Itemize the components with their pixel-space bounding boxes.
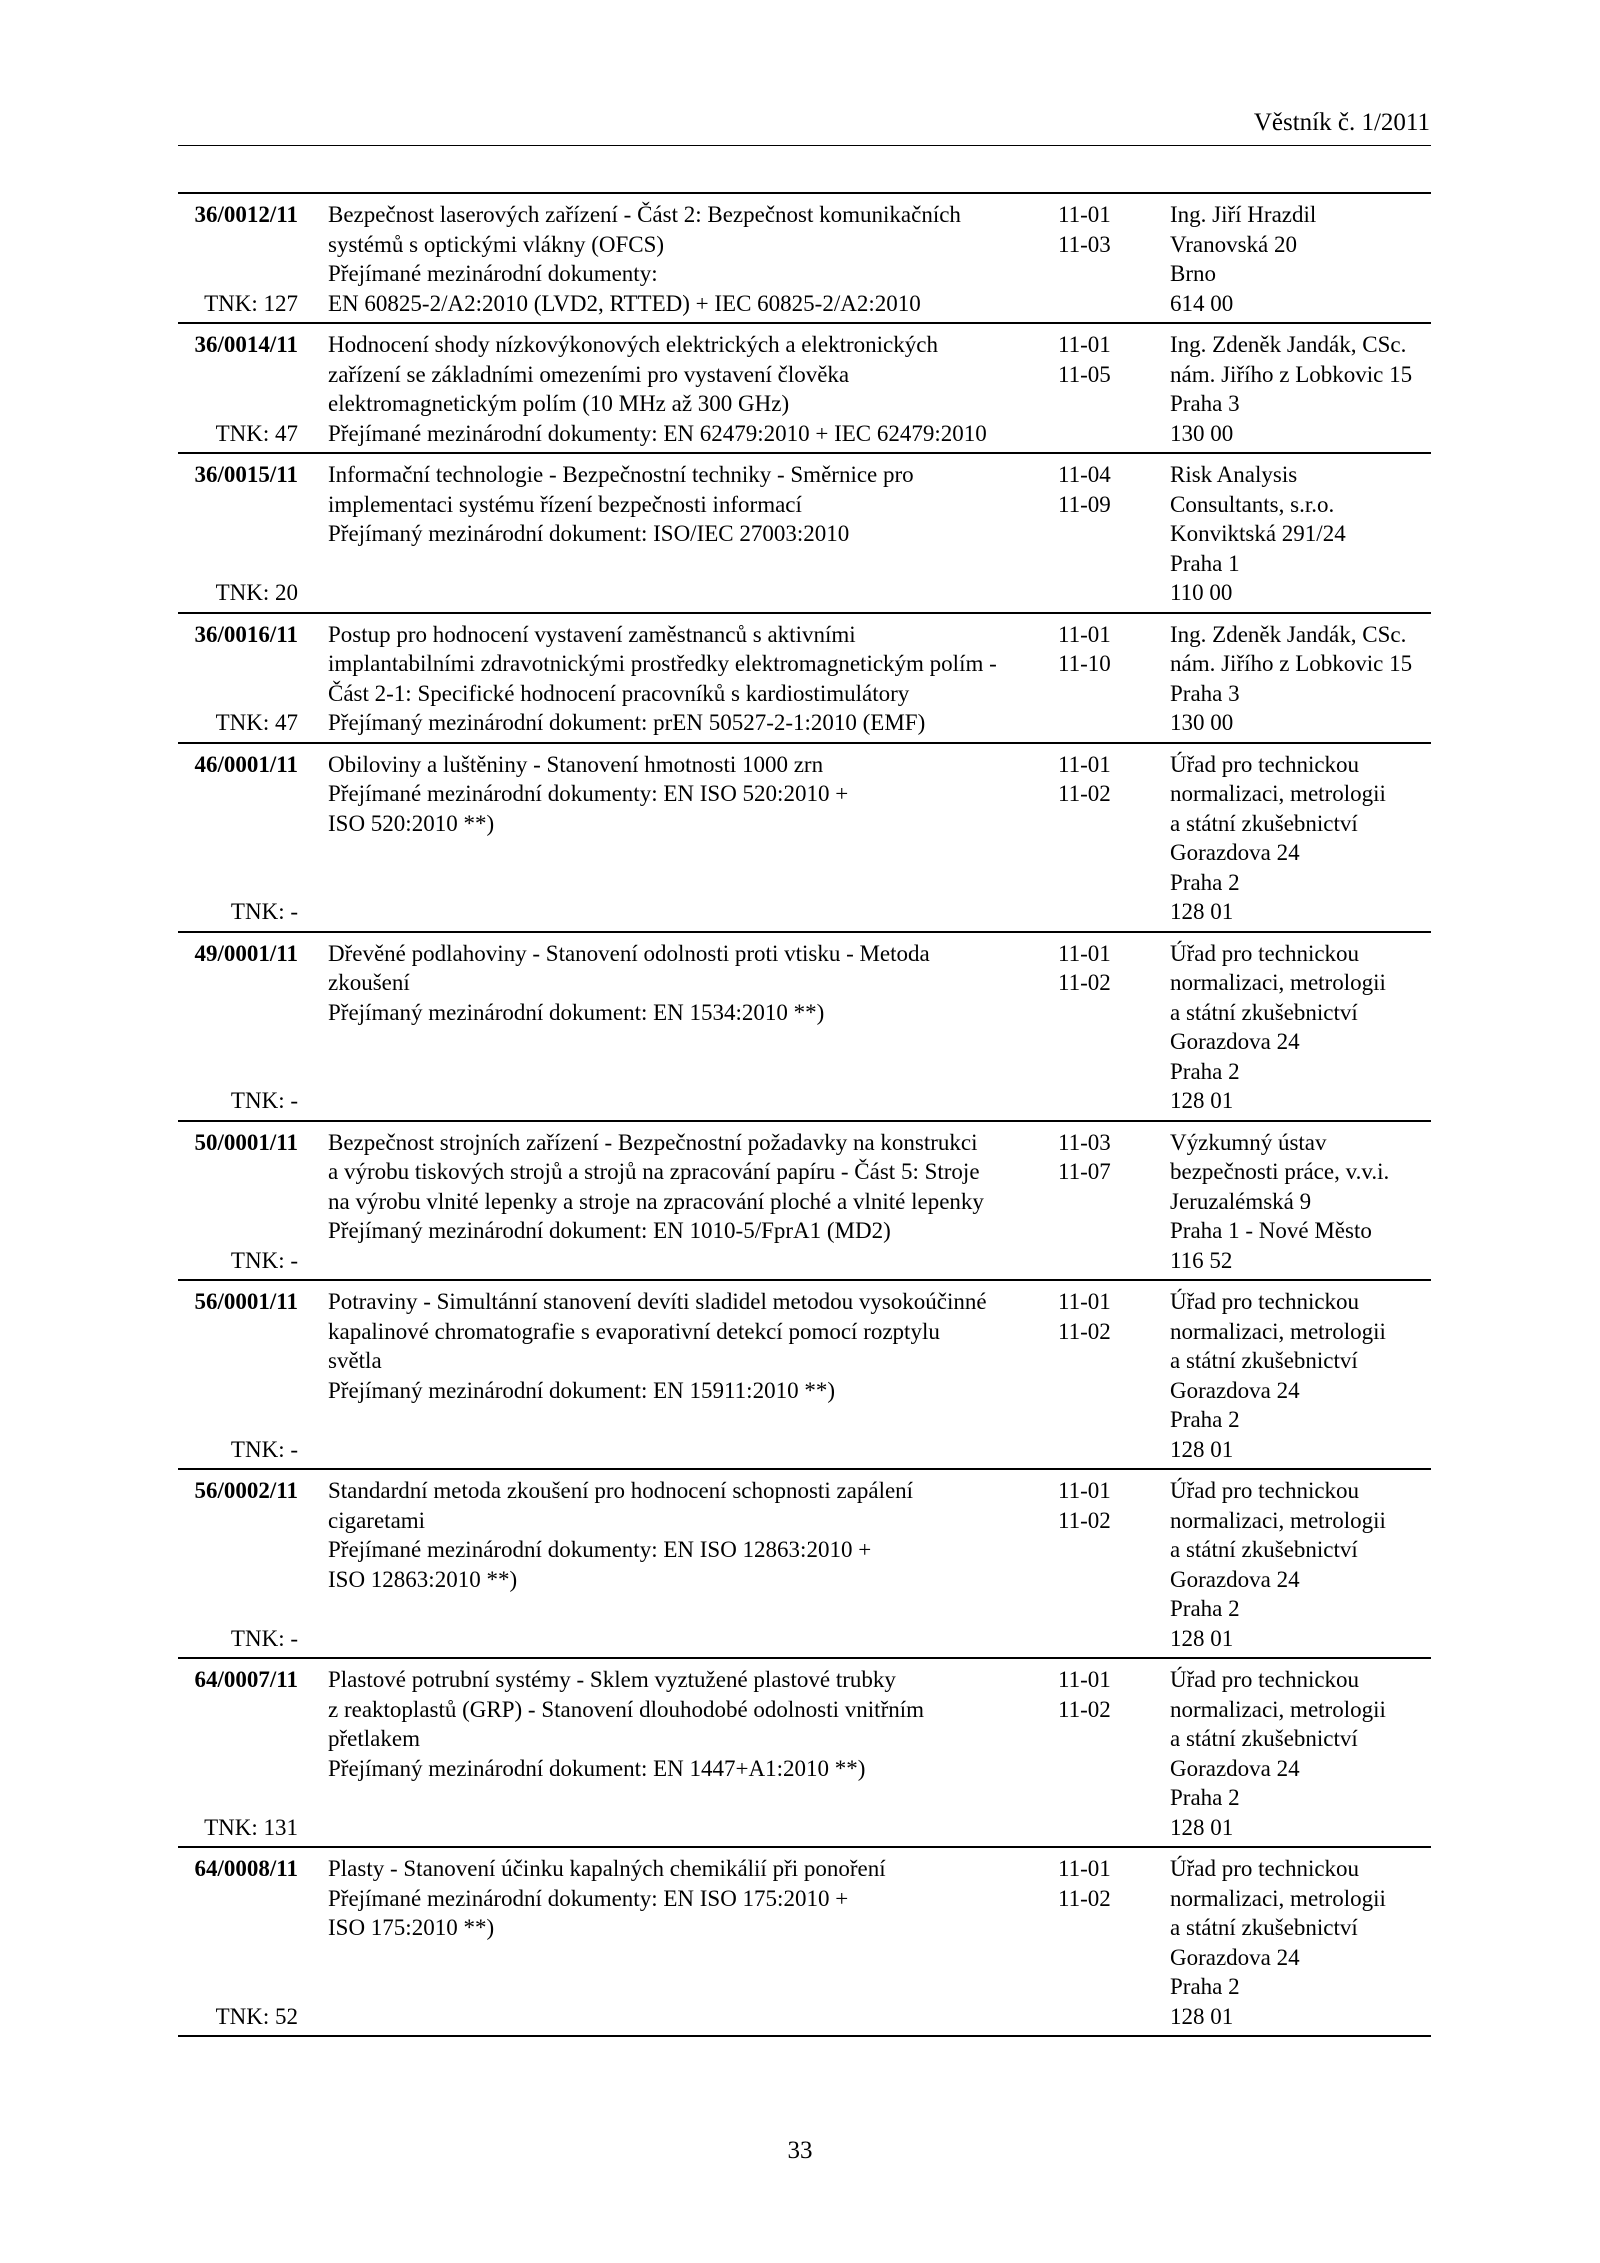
- contact-line: normalizaci, metrologii: [1170, 1696, 1386, 1722]
- title-line: Přejímané mezinárodní dokumenty: EN ISO 175:2010 +: [328, 1885, 849, 1911]
- contact-cell: [1170, 460, 1431, 608]
- contact-line: Gorazdova 24: [1170, 1029, 1300, 1054]
- date-code: 11-01: [1058, 751, 1111, 777]
- date-code: 11-04: [1058, 462, 1111, 487]
- title-line: Přejímané mezinárodní dokumenty:: [328, 261, 658, 286]
- contact-line: Ing. Zdeněk Jandák, CSc.: [1170, 332, 1407, 357]
- tnk-label: TNK: -: [230, 1625, 298, 1651]
- contact-line: Praha 2: [1170, 1596, 1240, 1621]
- title-line: ISO 12863:2010 **): [328, 1566, 518, 1592]
- document-title-cell: [328, 1854, 1018, 2031]
- contact-line: 128 01: [1170, 1088, 1234, 1113]
- table-row: [178, 1848, 1431, 2037]
- document-number: 36/0014/11: [194, 332, 298, 357]
- title-line: světla: [328, 1348, 382, 1373]
- tnk-label: TNK: -: [230, 1088, 298, 1113]
- document-number: 56/0002/11: [194, 1478, 298, 1503]
- contact-line: normalizaci, metrologii: [1170, 970, 1386, 995]
- contact-line: Gorazdova 24: [1170, 1566, 1300, 1592]
- contact-line: Praha 3: [1170, 391, 1240, 416]
- dates-cell: [1058, 460, 1128, 519]
- contact-line: 128 01: [1170, 1625, 1234, 1651]
- title-line: Přejímané mezinárodní dokumenty: EN ISO 520:2010 +: [328, 781, 849, 806]
- title-line: Standardní metoda zkoušení pro hodnocení schopnosti zapálení: [328, 1478, 914, 1503]
- title-line: cigaretami: [328, 1507, 426, 1533]
- contact-line: 614 00: [1170, 290, 1234, 316]
- contact-cell: [1170, 939, 1431, 1116]
- document-title-cell: [328, 750, 1018, 927]
- document-title-cell: [328, 939, 1018, 1116]
- page-number: 33: [787, 2137, 813, 2164]
- date-code: 11-02: [1058, 1318, 1111, 1344]
- contact-line: Praha 2: [1170, 869, 1240, 895]
- contact-line: Úřad pro technickou: [1170, 751, 1360, 777]
- date-code: 11-01: [1058, 1478, 1111, 1503]
- title-line: Přejímaný mezinárodní dokument: EN 1447+A1:2010 **): [328, 1755, 866, 1781]
- date-code: 11-02: [1058, 970, 1111, 995]
- contact-line: Gorazdova 24: [1170, 1377, 1300, 1403]
- contact-line: normalizaci, metrologii: [1170, 1507, 1386, 1533]
- document-number: 64/0008/11: [194, 1856, 298, 1881]
- table-row: [178, 933, 1431, 1122]
- row-identifier-cell: [178, 1287, 298, 1464]
- document-number: 36/0015/11: [194, 462, 298, 487]
- tnk-label: TNK: -: [230, 899, 298, 924]
- tnk-label: TNK: -: [230, 1436, 298, 1462]
- table-row: [178, 194, 1431, 324]
- document-title-cell: [328, 620, 1018, 738]
- standards-table: [178, 192, 1431, 2037]
- date-code: 11-05: [1058, 361, 1111, 387]
- contact-line: Consultants, s.r.o.: [1170, 491, 1335, 517]
- contact-line: 110 00: [1170, 580, 1233, 605]
- contact-cell: [1170, 1287, 1431, 1464]
- contact-line: Jeruzalémská 9: [1170, 1188, 1312, 1214]
- table-row: [178, 614, 1431, 744]
- row-identifier-cell: [178, 750, 298, 927]
- document-title-cell: [328, 460, 1018, 608]
- title-line: Dřevěné podlahoviny - Stanovení odolnosti proti vtisku - Metoda: [328, 940, 930, 966]
- title-line: Přejímaný mezinárodní dokument: ISO/IEC 27003:2010: [328, 521, 850, 546]
- row-identifier-cell: [178, 1665, 298, 1842]
- dates-cell: [1058, 200, 1128, 259]
- contact-line: 128 01: [1170, 1436, 1234, 1462]
- date-code: 11-01: [1058, 1856, 1111, 1881]
- dates-cell: [1058, 1128, 1128, 1187]
- date-code: 11-02: [1058, 781, 1111, 806]
- row-identifier-cell: [178, 1128, 298, 1276]
- title-line: Informační technologie - Bezpečnostní techniky - Směrnice pro: [328, 462, 914, 487]
- date-code: 11-03: [1058, 231, 1111, 257]
- table-row: [178, 1470, 1431, 1659]
- table-row: [178, 454, 1431, 614]
- contact-line: a státní zkušebnictví: [1170, 1537, 1358, 1562]
- contact-line: bezpečnosti práce, v.v.i.: [1170, 1159, 1390, 1184]
- contact-line: Vranovská 20: [1170, 231, 1298, 257]
- title-line: Bezpečnost laserových zařízení - Část 2: Bezpečnost komunikačních: [328, 202, 961, 227]
- title-line: Plasty - Stanovení účinku kapalných chemikálií při ponoření: [328, 1856, 886, 1881]
- date-code: 11-01: [1058, 332, 1111, 357]
- title-line: Potraviny - Simultánní stanovení devíti sladidel metodou vysokoúčinné: [328, 1289, 987, 1314]
- contact-line: Praha 2: [1170, 1058, 1240, 1084]
- title-line: Přejímaný mezinárodní dokument: EN 1534:2010 **): [328, 999, 825, 1025]
- title-line: Plastové potrubní systémy - Sklem vyztužené plastové trubky: [328, 1667, 896, 1692]
- dates-cell: [1058, 1287, 1128, 1346]
- contact-line: Praha 3: [1170, 680, 1240, 706]
- title-line: přetlakem: [328, 1726, 420, 1751]
- contact-line: Praha 2: [1170, 1785, 1240, 1810]
- contact-line: Praha 1: [1170, 550, 1240, 576]
- contact-line: Gorazdova 24: [1170, 1944, 1300, 1970]
- document-number: 50/0001/11: [194, 1129, 298, 1155]
- title-line: ISO 175:2010 **): [328, 1915, 495, 1940]
- date-code: 11-02: [1058, 1885, 1111, 1911]
- contact-line: normalizaci, metrologii: [1170, 1318, 1386, 1344]
- title-line: Postup pro hodnocení vystavení zaměstnanců s aktivními: [328, 621, 856, 647]
- dates-cell: [1058, 330, 1128, 389]
- contact-line: Výzkumný ústav: [1170, 1129, 1327, 1155]
- contact-line: 130 00: [1170, 710, 1234, 735]
- contact-line: 116 52: [1170, 1247, 1233, 1273]
- dates-cell: [1058, 750, 1128, 809]
- contact-line: 128 01: [1170, 2003, 1234, 2029]
- title-line: a výrobu tiskových strojů a strojů na zpracování papíru - Část 5: Stroje: [328, 1159, 980, 1184]
- contact-line: normalizaci, metrologii: [1170, 781, 1386, 806]
- table-row: [178, 1659, 1431, 1848]
- date-code: 11-01: [1058, 1289, 1111, 1314]
- contact-cell: [1170, 620, 1431, 738]
- date-code: 11-01: [1058, 202, 1111, 227]
- table-row: [178, 1122, 1431, 1282]
- document-number: 49/0001/11: [194, 940, 298, 966]
- contact-line: Risk Analysis: [1170, 462, 1298, 487]
- date-code: 11-02: [1058, 1696, 1111, 1722]
- table-row: [178, 1281, 1431, 1470]
- title-line: Přejímaný mezinárodní dokument: prEN 50527-2-1:2010 (EMF): [328, 710, 926, 735]
- date-code: 11-10: [1058, 651, 1111, 676]
- tnk-label: TNK: -: [230, 1247, 298, 1273]
- contact-line: Úřad pro technickou: [1170, 1289, 1360, 1314]
- row-identifier-cell: [178, 200, 298, 318]
- tnk-label: TNK: 131: [204, 1814, 298, 1840]
- contact-line: Brno: [1170, 261, 1216, 286]
- date-code: 11-02: [1058, 1507, 1111, 1533]
- date-code: 11-01: [1058, 1667, 1111, 1692]
- tnk-label: TNK: 47: [215, 420, 298, 446]
- title-line: systémů s optickými vlákny (OFCS): [328, 231, 665, 257]
- document-number: 56/0001/11: [194, 1289, 298, 1314]
- contact-line: Úřad pro technickou: [1170, 940, 1360, 966]
- table-row: [178, 324, 1431, 454]
- document-number: 46/0001/11: [194, 751, 298, 777]
- contact-line: normalizaci, metrologii: [1170, 1885, 1386, 1911]
- table-row: [178, 744, 1431, 933]
- document-number: 36/0012/11: [194, 202, 298, 227]
- dates-cell: [1058, 1476, 1128, 1535]
- contact-cell: [1170, 330, 1431, 448]
- contact-cell: [1170, 1854, 1431, 2031]
- contact-line: Ing. Jiří Hrazdil: [1170, 202, 1317, 227]
- dates-cell: [1058, 1665, 1128, 1724]
- contact-line: Úřad pro technickou: [1170, 1478, 1360, 1503]
- contact-line: Praha 1 - Nové Město: [1170, 1218, 1372, 1243]
- date-code: 11-09: [1058, 491, 1111, 517]
- contact-cell: [1170, 750, 1431, 927]
- title-line: ISO 520:2010 **): [328, 810, 495, 836]
- contact-line: a státní zkušebnictví: [1170, 999, 1358, 1025]
- contact-line: Gorazdova 24: [1170, 840, 1300, 865]
- contact-line: a státní zkušebnictví: [1170, 1726, 1358, 1751]
- title-line: Přejímané mezinárodní dokumenty: EN 62479:2010 + IEC 62479:2010: [328, 420, 987, 446]
- title-line: na výrobu vlnité lepenky a stroje na zpracování ploché a vlnité lepenky: [328, 1188, 984, 1214]
- title-line: Přejímaný mezinárodní dokument: EN 1010-5/FprA1 (MD2): [328, 1218, 891, 1243]
- page-header-title: Věstník č. 1/2011: [1253, 109, 1430, 136]
- dates-cell: [1058, 620, 1128, 679]
- title-line: Obiloviny a luštěniny - Stanovení hmotnosti 1000 zrn: [328, 751, 824, 777]
- row-identifier-cell: [178, 460, 298, 608]
- document-number: 36/0016/11: [194, 621, 298, 647]
- date-code: 11-01: [1058, 621, 1111, 647]
- row-identifier-cell: [178, 1476, 298, 1653]
- contact-cell: [1170, 200, 1431, 318]
- document-title-cell: [328, 330, 1018, 448]
- contact-line: a státní zkušebnictví: [1170, 810, 1358, 836]
- date-code: 11-01: [1058, 940, 1111, 966]
- header-divider: [178, 145, 1431, 146]
- contact-line: nám. Jiřího z Lobkovic 15: [1170, 651, 1413, 676]
- document-number: 64/0007/11: [194, 1667, 298, 1692]
- document-title-cell: [328, 1476, 1018, 1653]
- title-line: z reaktoplastů (GRP) - Stanovení dlouhodobé odolnosti vnitřním: [328, 1696, 925, 1722]
- title-line: Přejímaný mezinárodní dokument: EN 15911:2010 **): [328, 1377, 835, 1403]
- contact-line: 128 01: [1170, 899, 1234, 924]
- contact-line: nám. Jiřího z Lobkovic 15: [1170, 361, 1413, 387]
- contact-cell: [1170, 1128, 1431, 1276]
- contact-line: 128 01: [1170, 1814, 1234, 1840]
- title-line: zkoušení: [328, 970, 410, 995]
- title-line: elektromagnetickým polím (10 MHz až 300 GHz): [328, 391, 790, 416]
- contact-line: Úřad pro technickou: [1170, 1856, 1360, 1881]
- title-line: zařízení se základními omezeními pro vystavení člověka: [328, 361, 850, 387]
- tnk-label: TNK: 52: [215, 2003, 298, 2029]
- dates-cell: [1058, 939, 1128, 998]
- contact-cell: [1170, 1665, 1431, 1842]
- contact-line: 130 00: [1170, 420, 1234, 446]
- document-title-cell: [328, 1665, 1018, 1842]
- title-line: Bezpečnost strojních zařízení - Bezpečnostní požadavky na konstrukci: [328, 1129, 978, 1155]
- title-line: Část 2-1: Specifické hodnocení pracovníků s kardiostimulátory: [328, 680, 910, 706]
- tnk-label: TNK: 127: [204, 290, 298, 316]
- contact-line: Gorazdova 24: [1170, 1755, 1300, 1781]
- title-line: EN 60825-2/A2:2010 (LVD2, RTTED) + IEC 60825-2/A2:2010: [328, 290, 921, 316]
- document-title-cell: [328, 1128, 1018, 1276]
- row-identifier-cell: [178, 330, 298, 448]
- row-identifier-cell: [178, 620, 298, 738]
- document-title-cell: [328, 200, 1018, 318]
- row-identifier-cell: [178, 939, 298, 1116]
- contact-line: a státní zkušebnictví: [1170, 1348, 1358, 1373]
- contact-cell: [1170, 1476, 1431, 1653]
- date-code: 11-03: [1058, 1129, 1111, 1155]
- row-identifier-cell: [178, 1854, 298, 2031]
- contact-line: Konviktská 291/24: [1170, 521, 1346, 546]
- contact-line: a státní zkušebnictví: [1170, 1915, 1358, 1940]
- title-line: implantabilními zdravotnickými prostředky elektromagnetickým polím -: [328, 651, 997, 676]
- document-title-cell: [328, 1287, 1018, 1464]
- title-line: Hodnocení shody nízkovýkonových elektrických a elektronických: [328, 332, 938, 357]
- title-line: implementaci systému řízení bezpečnosti informací: [328, 491, 802, 517]
- contact-line: Praha 2: [1170, 1974, 1240, 1999]
- date-code: 11-07: [1058, 1159, 1111, 1184]
- contact-line: Úřad pro technickou: [1170, 1667, 1360, 1692]
- contact-line: Praha 2: [1170, 1407, 1240, 1432]
- title-line: Přejímané mezinárodní dokumenty: EN ISO 12863:2010 +: [328, 1537, 872, 1562]
- tnk-label: TNK: 20: [215, 580, 298, 605]
- contact-line: Ing. Zdeněk Jandák, CSc.: [1170, 621, 1407, 647]
- title-line: kapalinové chromatografie s evaporativní detekcí pomocí rozptylu: [328, 1318, 940, 1344]
- dates-cell: [1058, 1854, 1128, 1913]
- tnk-label: TNK: 47: [215, 710, 298, 735]
